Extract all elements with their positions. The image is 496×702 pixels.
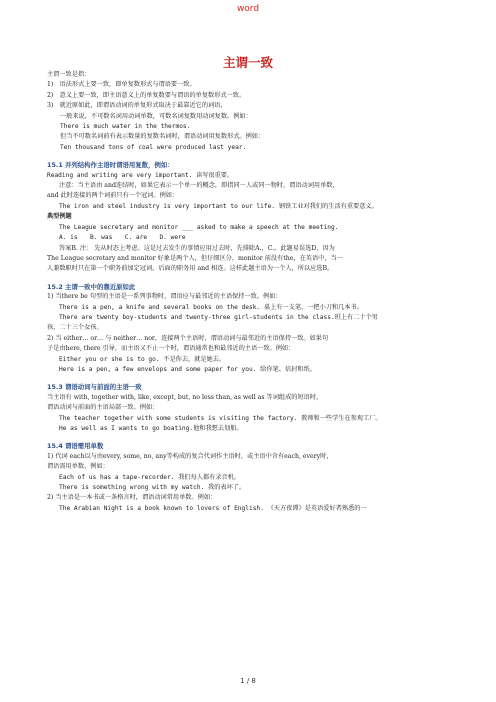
body-line: 1) 当there be 句型的主语是一系列事物时，谓语应与最邻近的主语保持一致。例如： [47,293,282,301]
example-sentence: The Arabian Night is a book known to lovers of English. 《天方夜谭》是英语爱好者熟悉的一 [59,504,367,512]
example-sentence: The iron and steel industry is very important to our life. 钢铁工业对我们的生活有重要意义。 [59,202,378,210]
intro-line: 主谓一致是指： [47,71,91,78]
document-body [47,70,465,514]
header-word-link[interactable]: word [236,4,260,14]
intro-line: 但当不可数名词前有表示数量的复数名词时，谓语动词用复数形式。例如： [60,133,265,141]
example-options: A. is B. was C. are D. were [59,234,186,242]
intro-line: 1) 语法形式上要一致，即单复数形式与谓语要一致。 [47,81,196,89]
body-line: 孩，二十三个女孩。 [47,324,103,332]
example-sentence: Here is a pen, a few envelops and some paper for you. 给你笔、信封和纸。 [59,365,316,373]
intro-line: 2) 意义上要一致，即主语意义上的单复数要与谓语的单复数形式一致。 [47,91,246,99]
example-sentence: There is much water in the thermos. [60,123,191,131]
example-sentence: There are twenty boy-students and twenty-three girl-students in the class.班上有二十个男 [59,313,378,321]
body-line: 当主语有 with, together with, like, except, but, no less than, as well as 等词组成的短语时， [47,393,323,401]
section-heading-15-1: 15.1 并列结构作主语时谓语用复数，例如： [47,161,174,170]
answer-line: 人兼数职时只在第一个职务前加定冠词。后面的职务用 and 相连。这样此题主语为一个人，所以应选B。 [47,265,334,273]
section-heading-15-4: 15.4 谓语需用单数 [47,442,104,451]
intro-line: 3) 就近原如此，即谓语动词的单复形式取决于最靠近它的词语， [47,102,227,110]
body-line: 注意：当主语由 and连结时，如果它表示一个单一的概念，即指同一人或同一物时，谓语动词用单数， [59,182,339,190]
example-question: The League secretary and monitor ___ asked to make a speech at the meeting. [59,223,339,231]
section-heading-15-3: 15.3 谓语动词与前面的主语一致 [47,383,142,392]
typical-example-heading: 典型例题 [47,213,72,221]
body-line: 谓语动词与前面的主语局部一致。例如： [47,404,159,412]
page-number: 1 / 8 [240,677,256,685]
body-line: 2) 当主语是一本书或一条格言时，谓语动词常用单数。例如： [47,494,217,502]
example-sentence: Either you or she is to go. 不是你去，就是她去。 [59,355,226,363]
body-line: 子是由here, there 引导，而主语又不止一个时，谓语通常也和最邻近的主语一致。例如： [47,345,295,353]
body-line: and 此时连接的两个词前只有一个冠词。例如： [47,192,179,200]
intro-line: 一般来说，不可数名词用动词单数，可数名词复数用动词复数。例如： [60,112,252,120]
page-title: 主谓一致 [222,55,273,70]
body-line: 1) 代词 each以与由every, some, no, any等构成的复合代词作主语时，或主语中含有each, every时， [47,452,333,460]
section-heading-15-2: 15.2 主谓一致中的靠近原如此 [47,282,136,291]
answer-line: The League secretary and monitor 好象是两个人，但仔细区分，monitor 前没有the，在英语中，当一 [47,254,343,262]
example-sentence: Ten thousand tons of coal were produced last year. [60,143,247,151]
example-sentence: Reading and writing are very important. 读写很重要。 [47,171,234,179]
example-sentence: There is something wrong with my watch. 我的表坏了。 [59,484,246,492]
example-sentence: There is a pen, a knife and several books on the desk. 桌上有一支笔、一把小刀和几本书。 [59,303,363,311]
example-sentence: He as well as I wants to go boating.他和我想去划船。 [59,425,243,432]
body-line: 谓语需用单数。例如： [47,463,109,471]
answer-line: 答案B. 注： 先从时态上考虑。这是过去发生的事情应用过去时，先排除A.，C.。此题易误选D，因为 [59,244,335,252]
body-line: 2) 当 either… or… 与 neither… nor，连接两个主语时，谓语动词与最邻近的主语保持一致。如果句 [47,334,329,342]
example-sentence: Each of us has a tape-recorder. 我们每人都有录音机。 [59,473,241,481]
example-sentence: The teacher together with some students is visiting the factory. 教师和一些学生在参观工厂。 [59,414,382,422]
